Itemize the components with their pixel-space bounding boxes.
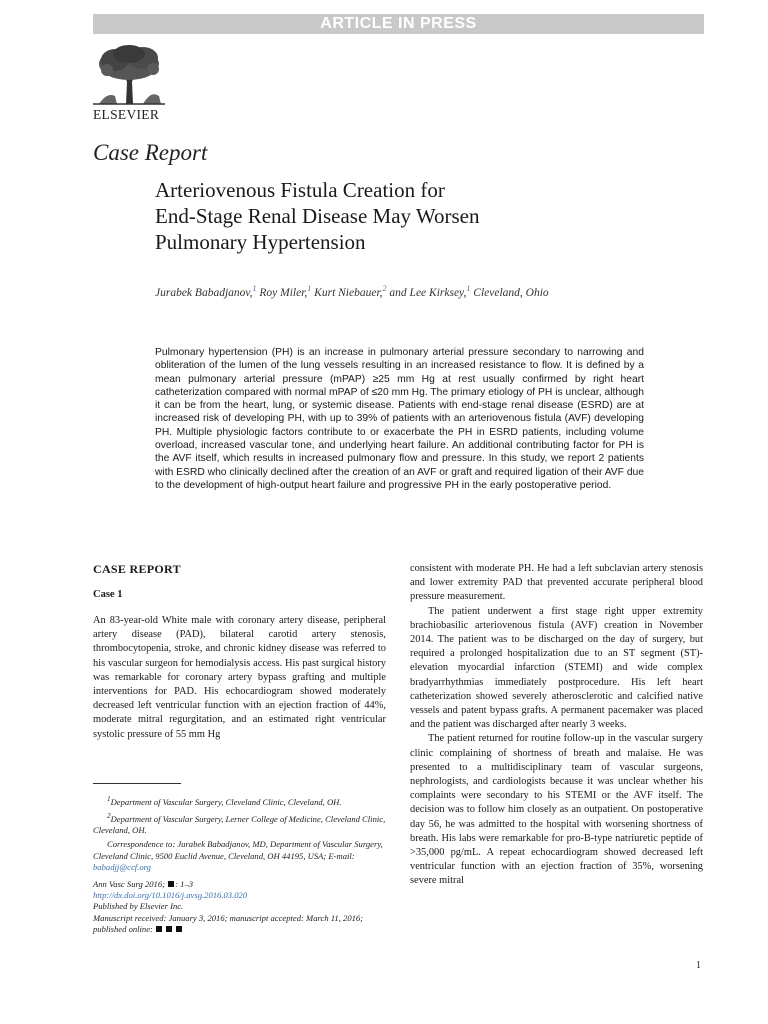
email-link[interactable]: babadjj@ccf.org — [93, 861, 151, 872]
title-line: Arteriovenous Fistula Creation for — [155, 178, 445, 202]
right-column — [410, 562, 703, 889]
body-paragraph: consistent with moderate PH. He had a left subclavian artery stenosis and lower extremity PAD that prevented accurate peripheral blood pressure measurement. — [410, 563, 703, 603]
correspondence — [93, 839, 386, 873]
footnotes — [93, 794, 386, 935]
placeholder-square-icon — [176, 926, 182, 932]
publisher-line: Published by Elsevier Inc. — [93, 901, 184, 912]
body-paragraph: The patient underwent a first stage right upper extremity brachiobasilic arteriovenous fistula (AVF) creation in November 2014. The patient was to be discharged on the day of surgery, but required a prolonged hospitalization due to an ST segment (ST)-elevation myocardial infarction (STEMI) and wide complex bradyarrhythmias immediately postprocedure. His left heart catheterization showed severely atherosclerotic and calcified native vessels and patent bypass grafts. A permanent pacemaker was placed and the patient was discharged after nearly 3 weeks. — [410, 605, 703, 731]
author-list — [155, 284, 715, 299]
author-name: and Lee Kirksey, — [389, 286, 467, 299]
abstract: Pulmonary hypertension (PH) is an increase in pulmonary arterial pressure secondary to narrowing and obliteration of the lumen of the lung vessels resulting in an increased resistance to flow. It is defined by a mean pulmonary arterial pressure (mPAP) ≥25 mm Hg at rest usually confirmed by right heart catheterization compared with normal mPAP of ≤20 mm Hg. The primary etiology of PH is unclear, although it can be from the heart, lung, or systemic disease. Patients with end-stage renal disease (ESRD) are at increased risk of developing PH, with up to 39% of patients with an arteriovenous fistula (AVF) developing PH. Multiple physiologic factors contribute to or exacerbate the PH in ESRD patients, including volume overload, increased vascular tone, and underlying heart failure. An additional contributing factor for PH is the AVF itself, which results in increased pulmonary flow and pressure. In this study, we report 2 patients with ESRD who clinically declined after the creation of an AVF or graft and required ligation of their AVF due to the development of high-output heart failure and progressive PH in the early postoperative period. — [155, 347, 644, 491]
footnote-text: Department of Vascular Surgery, Lerner College of Medicine, Cleveland Clinic, Cleveland, OH. — [93, 813, 386, 836]
journal-citation: Ann Vasc Surg 2016; — [93, 878, 166, 889]
elsevier-logo[interactable] — [93, 44, 165, 123]
page-number: 1 — [696, 960, 701, 971]
footnote-affiliation-2 — [93, 811, 386, 836]
article-title — [155, 177, 715, 255]
affiliation-link[interactable]: 1 — [307, 284, 312, 293]
case-report-heading: CASE REPORT — [93, 562, 181, 576]
publisher-name: ELSEVIER — [93, 107, 160, 122]
footnote-marker: 2 — [107, 812, 111, 821]
author-name: Jurabek Babadjanov, — [155, 286, 253, 299]
citation-meta — [93, 879, 386, 935]
correspondence-text: Correspondence to: Jurabek Babadjanov, MD, Department of Vascular Surgery, Cleveland Clinic, 9500 Euclid Avenue, Cleveland, OH 44195, USA; E-mail: — [93, 839, 383, 861]
placeholder-square-icon — [156, 926, 162, 932]
footnote-text: Department of Vascular Surgery, Cleveland Clinic, Cleveland, OH. — [110, 796, 342, 807]
affiliation-link[interactable]: 2 — [382, 284, 387, 293]
author-location: Cleveland, Ohio — [473, 286, 549, 299]
placeholder-square-icon — [166, 926, 172, 932]
page-range: : 1–3 — [175, 878, 194, 889]
footnote-marker: 1 — [107, 795, 111, 803]
body-paragraph: The patient returned for routine follow-up in the vascular surgery clinic complaining of shortness of breath and malaise. He was presented to a multidisciplinary team of vascular surgeons, nephrologists, and cardiologists because it was unclear whether his complaints were secondary to his STEMI or the AVF itself. The decision was to follow him closely as an outpatient. On postoperative day 56, he was admitted to the hospital with worsening shortness of breath. His labs were remarkable for pro-B-type natriuretic peptide of >35,000 pg/mL. A repeat echocardiogram showed decreased left ventricular function with an ejection fraction of 35%, worsening severe mitral — [410, 733, 703, 887]
manuscript-dates: Manuscript received: January 3, 2016; manuscript accepted: March 11, 2016; published online: — [93, 912, 364, 934]
title-line: End-Stage Renal Disease May Worsen — [155, 204, 480, 228]
footnote-affiliation-1 — [93, 794, 386, 808]
doi-link[interactable]: http://dx.doi.org/10.1016/j.avsg.2016.03.020 — [93, 890, 248, 901]
placeholder-square-icon — [168, 881, 174, 887]
dates-line — [93, 913, 386, 935]
affiliation-link[interactable]: 1 — [252, 284, 257, 293]
author-name: Kurt Niebauer, — [314, 286, 383, 299]
title-line: Pulmonary Hypertension — [155, 230, 366, 254]
journal-line — [93, 879, 386, 890]
article-in-press-banner: ARTICLE IN PRESS — [93, 14, 704, 34]
elsevier-tree-icon — [93, 44, 165, 106]
body-paragraph: An 83-year-old White male with coronary artery disease, peripheral artery disease (PAD), bilateral carotid artery stenosis, thrombocytopenia, stroke, and chronic kidney disease was referred to his vascular surgeon for hemodialysis access. His past surgical history was remarkable for coronary artery bypass grafting and multiple interventions for PAD. His echocardiogram showed moderately decreased left ventricular function with an ejection fraction of 44%, moderate mitral regurgitation, and an estimated right ventricular systolic pressure of 55 mm Hg — [93, 615, 386, 740]
author-name: Roy Miler, — [259, 286, 308, 299]
affiliation-link[interactable]: 1 — [466, 284, 471, 293]
case1-heading: Case 1 — [93, 589, 123, 600]
footnote-divider — [93, 783, 181, 784]
left-column — [93, 562, 386, 742]
section-label: Case Report — [93, 140, 208, 165]
